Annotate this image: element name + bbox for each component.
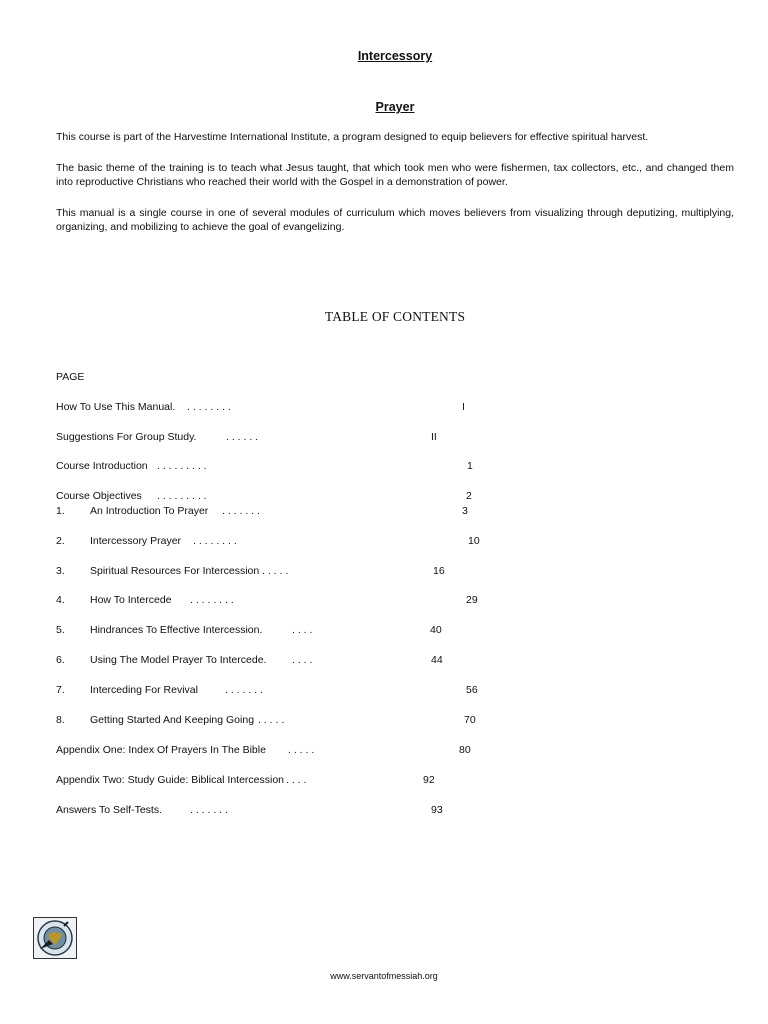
toc-entry-label: Hindrances To Effective Intercession.: [90, 624, 263, 636]
toc-page-number: 80: [459, 744, 471, 756]
toc-entry-number: 1.: [56, 505, 65, 517]
toc-entry-number: 4.: [56, 594, 65, 606]
toc-entry-label: How To Intercede: [90, 594, 172, 606]
toc-page-number: 10: [468, 535, 480, 547]
toc-entry-number: 6.: [56, 654, 65, 666]
toc-entry-number: 2.: [56, 535, 65, 547]
toc-leader-dots: . . . . . . . . .: [157, 460, 207, 472]
footer-url[interactable]: www.servantofmessiah.org: [330, 971, 438, 981]
toc-leader-dots: . . . .: [292, 654, 313, 666]
toc-entry-label: Getting Started And Keeping Going: [90, 714, 255, 726]
toc-entry-label: An Introduction To Prayer: [90, 505, 209, 517]
toc-leader-dots: . . . . . .: [226, 431, 259, 443]
toc-page-number: 1: [467, 460, 473, 472]
toc-entry-label: How To Use This Manual.: [56, 401, 176, 413]
toc-page-label: PAGE: [56, 371, 85, 383]
toc-page-number: I: [462, 401, 465, 413]
toc-entry-label: Suggestions For Group Study.: [56, 431, 197, 443]
toc-leader-dots: . . . .: [292, 624, 313, 636]
toc-page-number: II: [431, 431, 437, 443]
toc-leader-dots: . . . . .: [288, 744, 315, 756]
toc-leader-dots: . . . . .: [262, 565, 289, 577]
title-line-1: Intercessory: [357, 49, 433, 63]
toc-page-number: 70: [464, 714, 476, 726]
toc-page-number: 93: [431, 804, 443, 816]
toc-page-number: 16: [433, 565, 445, 577]
toc-leader-dots: . . . . .: [258, 714, 285, 726]
toc-leader-dots: . . . . . . . .: [193, 535, 237, 547]
toc-page-number: 56: [466, 684, 478, 696]
toc-entry-label: Spiritual Resources For Intercession: [90, 565, 260, 577]
toc-page-number: 2: [466, 490, 472, 502]
toc-heading: TABLE OF CONTENTS: [324, 309, 466, 324]
toc-leader-dots: . . . . . . . . .: [157, 490, 207, 502]
toc-entry-label: Answers To Self-Tests.: [56, 804, 163, 816]
toc-entry-number: 3.: [56, 565, 65, 577]
toc-entry-label: Using The Model Prayer To Intercede.: [90, 654, 267, 666]
toc-page-number: 40: [430, 624, 442, 636]
intro-paragraph-3: This manual is a single course in one of several modules of curriculum which moves believers from visualizing through deputizing, multiplying, organizing, and mobilizing to achieve the goal of evangelizing.: [56, 207, 734, 233]
toc-entry-label: Intercessory Prayer: [90, 535, 182, 547]
toc-entry-label: Appendix One: Index Of Prayers In The Bible: [56, 744, 266, 756]
toc-entry-label: Appendix Two: Study Guide: Biblical Intercession: [56, 774, 285, 786]
globe-emblem-icon: [33, 917, 77, 959]
toc-page-number: 44: [431, 654, 443, 666]
toc-entry-label: Course Introduction: [56, 460, 148, 472]
toc-entry-number: 5.: [56, 624, 65, 636]
toc-leader-dots: . . . . . . . .: [190, 594, 234, 606]
toc-entry-label: Interceding For Revival: [90, 684, 198, 696]
toc-entry-number: 8.: [56, 714, 65, 726]
toc-leader-dots: . . . . . . .: [222, 505, 260, 517]
toc-leader-dots: . . . . . . .: [190, 804, 228, 816]
toc-entry-number: 7.: [56, 684, 65, 696]
title-line-2: Prayer: [375, 100, 415, 114]
toc-entry-label: Course Objectives: [56, 490, 142, 502]
toc-page-number: 3: [462, 505, 468, 517]
intro-paragraph-1: This course is part of the Harvestime International Institute, a program designed to equip believers for effective spiritual harvest.: [56, 131, 649, 143]
toc-leader-dots: . . . .: [286, 774, 307, 786]
toc-page-number: 92: [423, 774, 435, 786]
toc-leader-dots: . . . . . . . .: [187, 401, 231, 413]
toc-leader-dots: . . . . . . .: [225, 684, 263, 696]
toc-page-number: 29: [466, 594, 478, 606]
intro-paragraph-2: The basic theme of the training is to teach what Jesus taught, that which took men who were fishermen, tax collectors, etc., and changed them into reproductive Christians who reached their world with the Gospel in a demonstration of power.: [56, 162, 734, 188]
